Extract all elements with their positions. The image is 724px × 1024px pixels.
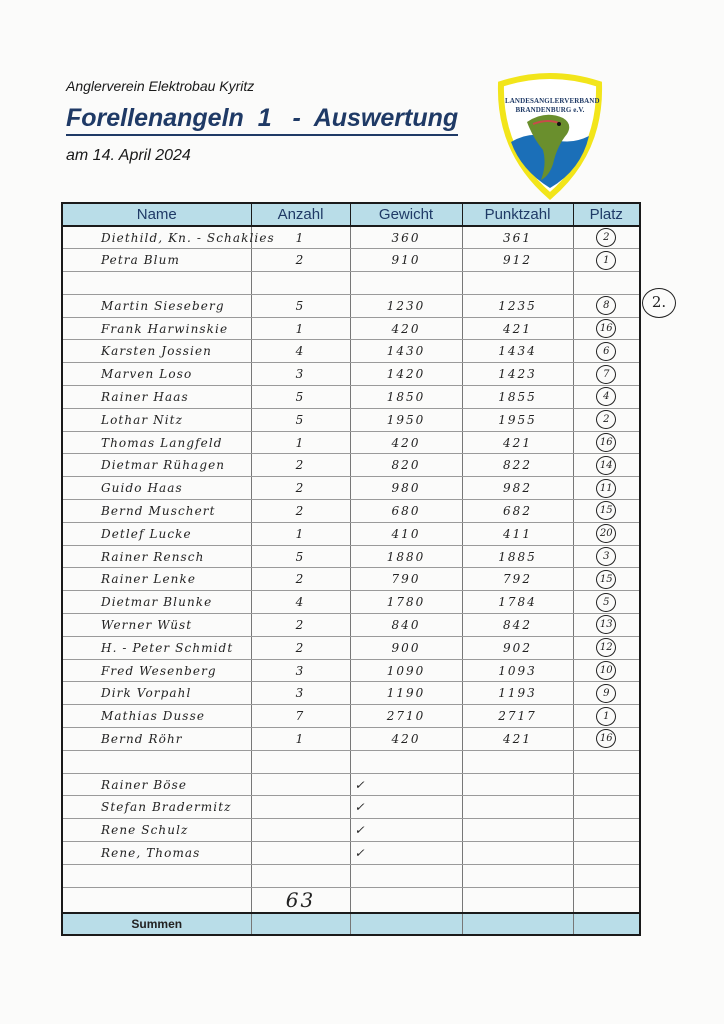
table-row xyxy=(62,545,640,568)
weight-cell: 790 xyxy=(350,568,462,591)
points-cell: 421 xyxy=(462,728,573,751)
fish-count-cell xyxy=(251,796,350,819)
table-row xyxy=(62,887,640,913)
checkmark-icon: ✓ xyxy=(354,823,365,838)
table-row xyxy=(62,477,640,500)
points-cell xyxy=(462,773,573,796)
fish-count-cell: 2 xyxy=(251,249,350,272)
weight-cell: 1880 xyxy=(350,545,462,568)
table-row xyxy=(62,294,640,317)
weight-cell: 1090 xyxy=(350,659,462,682)
event-date: am 14. April 2024 xyxy=(66,147,191,164)
points-cell: 421 xyxy=(462,317,573,340)
place-circle: 16 xyxy=(596,729,616,748)
table-row xyxy=(62,864,640,887)
points-cell: 1235 xyxy=(462,294,573,317)
weight-cell: 820 xyxy=(350,454,462,477)
participant-name-cell: H. - Peter Schmidt xyxy=(62,636,251,659)
weight-cell: 1780 xyxy=(350,591,462,614)
weight-cell: 420 xyxy=(350,431,462,454)
table-row xyxy=(62,340,640,363)
points-cell xyxy=(462,842,573,865)
participant-name-cell: Stefan Bradermitz xyxy=(62,796,251,819)
points-cell xyxy=(462,819,573,842)
place-cell xyxy=(573,887,640,913)
points-cell: 411 xyxy=(462,522,573,545)
table-row xyxy=(62,796,640,819)
table-row xyxy=(62,728,640,751)
table-row xyxy=(62,682,640,705)
table-row xyxy=(62,522,640,545)
place-circle: 7 xyxy=(596,365,616,384)
fish-count-cell: 2 xyxy=(251,636,350,659)
checkmark-icon: ✓ xyxy=(354,845,365,860)
table-row xyxy=(62,568,640,591)
logo-text-line2: BRANDENBURG e.V. xyxy=(515,106,585,114)
place-cell xyxy=(573,249,640,272)
fish-count-cell xyxy=(251,750,350,773)
table-row xyxy=(62,408,640,431)
table-row xyxy=(62,272,640,295)
place-circle: 8 xyxy=(596,296,616,315)
place-circle: 20 xyxy=(596,524,616,543)
place-cell xyxy=(573,340,640,363)
weight-cell: 2710 xyxy=(350,705,462,728)
place-cell xyxy=(573,659,640,682)
place-circle: 15 xyxy=(596,501,616,520)
fish-count-cell: 5 xyxy=(251,408,350,431)
results-table xyxy=(61,202,641,936)
points-cell: 842 xyxy=(462,614,573,637)
weight-cell xyxy=(350,773,462,796)
participant-name-cell: Karsten Jossien xyxy=(62,340,251,363)
fish-count-cell: 2 xyxy=(251,477,350,500)
place-cell xyxy=(573,386,640,409)
weight-cell: 1420 xyxy=(350,363,462,386)
place-cell xyxy=(573,317,640,340)
place-circle: 9 xyxy=(596,684,616,703)
weight-cell: 1950 xyxy=(350,408,462,431)
weight-cell: 1850 xyxy=(350,386,462,409)
place-circle: 12 xyxy=(596,638,616,657)
points-cell: 912 xyxy=(462,249,573,272)
table-row xyxy=(62,591,640,614)
points-cell xyxy=(462,272,573,295)
place-circle: 16 xyxy=(596,433,616,452)
fish-count-cell: 1 xyxy=(251,728,350,751)
weight-cell xyxy=(350,819,462,842)
place-cell xyxy=(573,272,640,295)
fish-count-cell: 5 xyxy=(251,545,350,568)
table-row xyxy=(62,454,640,477)
weight-cell: 840 xyxy=(350,614,462,637)
table-row xyxy=(62,317,640,340)
place-cell xyxy=(573,408,640,431)
participant-name-cell: Werner Wüst xyxy=(62,614,251,637)
club-name: Anglerverein Elektrobau Kyritz xyxy=(66,78,255,94)
weight-cell: 1230 xyxy=(350,294,462,317)
participant-name-cell: Rainer Rensch xyxy=(62,545,251,568)
points-cell: 792 xyxy=(462,568,573,591)
place-cell xyxy=(573,522,640,545)
fish-count-cell xyxy=(251,773,350,796)
place-cell xyxy=(573,591,640,614)
summary-cell xyxy=(573,913,640,935)
participant-name-cell: Rene, Thomas xyxy=(62,842,251,865)
table-row xyxy=(62,636,640,659)
summary-cell xyxy=(251,913,350,935)
checkmark-icon: ✓ xyxy=(354,777,365,792)
participant-name-cell: Detlef Lucke xyxy=(62,522,251,545)
participant-name-cell: Dietmar Rühagen xyxy=(62,454,251,477)
points-cell: 1434 xyxy=(462,340,573,363)
column-header-anzahl: Anzahl xyxy=(251,203,350,226)
points-cell: 1855 xyxy=(462,386,573,409)
participant-name-cell: Rainer Haas xyxy=(62,386,251,409)
place-cell xyxy=(573,454,640,477)
place-circle: 1 xyxy=(596,707,616,726)
fish-count-cell xyxy=(251,864,350,887)
place-cell xyxy=(573,294,640,317)
place-circle: 2 xyxy=(596,410,616,429)
points-cell: 1193 xyxy=(462,682,573,705)
place-circle: 1 xyxy=(596,251,616,270)
place-cell xyxy=(573,705,640,728)
weight-cell xyxy=(350,796,462,819)
weight-cell xyxy=(350,272,462,295)
fish-count-cell: 2 xyxy=(251,614,350,637)
place-circle: 16 xyxy=(596,319,616,338)
table-row xyxy=(62,750,640,773)
fish-count-cell xyxy=(251,272,350,295)
fish-count-cell: 4 xyxy=(251,591,350,614)
weight-cell: 360 xyxy=(350,226,462,249)
participant-name-cell: Fred Wesenberg xyxy=(62,659,251,682)
place-cell xyxy=(573,796,640,819)
points-cell xyxy=(462,887,573,913)
place-circle: 3 xyxy=(596,547,616,566)
fish-count-cell: 1 xyxy=(251,431,350,454)
points-cell xyxy=(462,864,573,887)
participant-name-cell: Lothar Nitz xyxy=(62,408,251,431)
participant-name-cell: Bernd Muschert xyxy=(62,500,251,523)
participant-name-cell: Thomas Langfeld xyxy=(62,431,251,454)
table-row xyxy=(62,431,640,454)
points-cell: 1955 xyxy=(462,408,573,431)
fish-count-cell: 5 xyxy=(251,386,350,409)
weight-cell: 1430 xyxy=(350,340,462,363)
place-circle: 14 xyxy=(596,456,616,475)
participant-name-cell: Rainer Böse xyxy=(62,773,251,796)
points-cell: 1423 xyxy=(462,363,573,386)
column-header-punktzahl: Punktzahl xyxy=(462,203,573,226)
fish-count-cell: 1 xyxy=(251,226,350,249)
points-cell: 1885 xyxy=(462,545,573,568)
participant-name-cell: Dirk Vorpahl xyxy=(62,682,251,705)
place-cell xyxy=(573,682,640,705)
association-logo xyxy=(497,72,603,200)
points-cell: 421 xyxy=(462,431,573,454)
participant-name-cell xyxy=(62,887,251,913)
place-cell xyxy=(573,500,640,523)
participant-name-cell: Marven Loso xyxy=(62,363,251,386)
place-cell xyxy=(573,477,640,500)
participant-name-cell: Martin Sieseberg xyxy=(62,294,251,317)
page-title: Forellenangeln 1 - Auswertung xyxy=(66,104,458,136)
table-row xyxy=(62,659,640,682)
table-row xyxy=(62,249,640,272)
weight-cell xyxy=(350,842,462,865)
summary-label: Summen xyxy=(62,913,251,935)
place-circle: 6 xyxy=(596,342,616,361)
fish-count-cell: 7 xyxy=(251,705,350,728)
participant-name-cell: Diethild, Kn. - Schaklies xyxy=(62,226,251,249)
fish-count-cell: 3 xyxy=(251,659,350,682)
place-cell xyxy=(573,728,640,751)
table-row xyxy=(62,500,640,523)
place-cell xyxy=(573,773,640,796)
place-cell xyxy=(573,545,640,568)
place-cell xyxy=(573,864,640,887)
table-row xyxy=(62,614,640,637)
fish-count-cell: 3 xyxy=(251,682,350,705)
participant-name-cell xyxy=(62,864,251,887)
participant-name-cell: Frank Harwinskie xyxy=(62,317,251,340)
place-cell xyxy=(573,819,640,842)
participant-name-cell: Bernd Röhr xyxy=(62,728,251,751)
participant-name-cell: Guido Haas xyxy=(62,477,251,500)
weight-cell: 1190 xyxy=(350,682,462,705)
place-circle: 13 xyxy=(596,615,616,634)
weight-cell: 420 xyxy=(350,728,462,751)
participant-name-cell xyxy=(62,750,251,773)
points-cell: 2717 xyxy=(462,705,573,728)
points-cell: 361 xyxy=(462,226,573,249)
fish-count-cell: 5 xyxy=(251,294,350,317)
table-header-row xyxy=(62,203,640,226)
weight-cell xyxy=(350,864,462,887)
place-circle: 11 xyxy=(596,479,616,498)
fish-count-cell: 2 xyxy=(251,454,350,477)
table-row xyxy=(62,363,640,386)
fish-count-cell: 3 xyxy=(251,363,350,386)
place-cell xyxy=(573,226,640,249)
points-cell xyxy=(462,750,573,773)
column-header-gewicht: Gewicht xyxy=(350,203,462,226)
fish-count-cell: 2 xyxy=(251,568,350,591)
table-row xyxy=(62,819,640,842)
place-cell xyxy=(573,750,640,773)
place-cell xyxy=(573,363,640,386)
table-row xyxy=(62,705,640,728)
place-circle: 10 xyxy=(596,661,616,680)
fish-count-cell: 4 xyxy=(251,340,350,363)
points-cell: 1784 xyxy=(462,591,573,614)
shield-emblem-icon xyxy=(497,72,603,200)
table-row xyxy=(62,386,640,409)
participant-name-cell: Petra Blum xyxy=(62,249,251,272)
table-row xyxy=(62,842,640,865)
column-header-platz: Platz xyxy=(573,203,640,226)
participant-name-cell: Rene Schulz xyxy=(62,819,251,842)
weight-cell xyxy=(350,750,462,773)
points-cell: 1093 xyxy=(462,659,573,682)
logo-text-line1: LANDESANGLERVERBAND xyxy=(505,97,600,105)
summary-cell xyxy=(350,913,462,935)
weight-cell: 680 xyxy=(350,500,462,523)
place-cell xyxy=(573,636,640,659)
points-cell: 682 xyxy=(462,500,573,523)
column-header-name: Name xyxy=(62,203,251,226)
fish-count-cell: 1 xyxy=(251,522,350,545)
place-circle: 2 xyxy=(596,228,616,247)
fish-count-cell xyxy=(251,842,350,865)
weight-cell: 910 xyxy=(350,249,462,272)
table-row xyxy=(62,773,640,796)
points-cell: 982 xyxy=(462,477,573,500)
points-cell: 902 xyxy=(462,636,573,659)
place-cell xyxy=(573,431,640,454)
participant-name-cell: Dietmar Blunke xyxy=(62,591,251,614)
weight-cell: 900 xyxy=(350,636,462,659)
weight-cell xyxy=(350,887,462,913)
points-cell: 822 xyxy=(462,454,573,477)
place-circle: 15 xyxy=(596,570,616,589)
fish-count-cell: 1 xyxy=(251,317,350,340)
fish-count-cell: 2 xyxy=(251,500,350,523)
weight-cell: 980 xyxy=(350,477,462,500)
table-row xyxy=(62,226,640,249)
place-circle: 4 xyxy=(596,387,616,406)
fish-count-cell: 63 xyxy=(251,887,350,913)
points-cell xyxy=(462,796,573,819)
checkmark-icon: ✓ xyxy=(354,800,365,815)
place-cell xyxy=(573,568,640,591)
side-note-circled: 2. xyxy=(642,288,676,318)
summary-cell xyxy=(462,913,573,935)
weight-cell: 420 xyxy=(350,317,462,340)
place-cell xyxy=(573,614,640,637)
participant-name-cell xyxy=(62,272,251,295)
place-cell xyxy=(573,842,640,865)
weight-cell: 410 xyxy=(350,522,462,545)
summary-row xyxy=(62,913,640,935)
fish-count-cell xyxy=(251,819,350,842)
place-circle: 5 xyxy=(596,593,616,612)
participant-name-cell: Mathias Dusse xyxy=(62,705,251,728)
participant-name-cell: Rainer Lenke xyxy=(62,568,251,591)
